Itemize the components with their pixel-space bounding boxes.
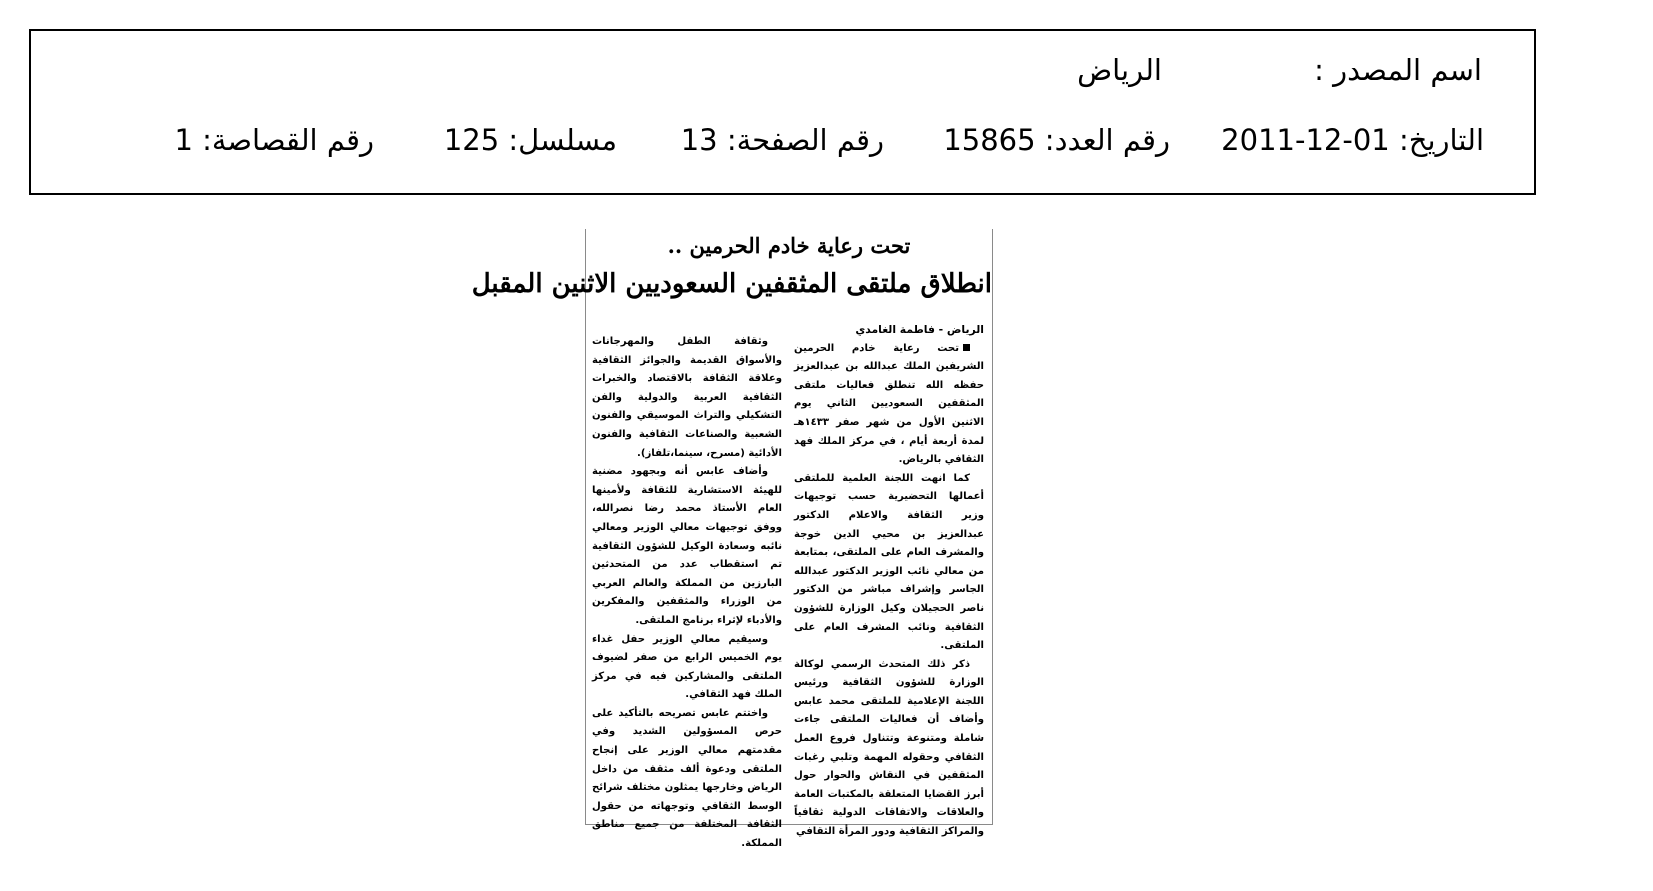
article-column-right xyxy=(794,321,984,838)
article-column-left xyxy=(592,333,782,850)
article-paragraph: ذكر ذلك المتحدث الرسمي لوكالة الوزارة للشؤون الثقافية ورئيس اللجنة الإعلامية للملتقى محمد عابس وأضاف أن فعاليات الملتقى جاءت شاملة ومتنوعة وتتناول فروع العمل الثقافي وحقوله المهمة وتلبي رغبات المثقفين في النقاش والحوار حول أبرز القضايا المتعلقة بالمكتبات العامة والعلاقات والاتفاقات الدولية ثقافياً والمراكز الثقافية ودور المرأة الثقافي xyxy=(794,658,984,838)
article-byline: الرياض - فاطمة الغامدي xyxy=(855,323,984,336)
source-label: اسم المصدر : xyxy=(1314,53,1482,87)
article-paragraph: كما انهت اللجنة العلمية للملتقى أعمالها التحضيرية حسب توجيهات وزير الثقافة والاعلام الدكتور عبدالعزيز بن محيي الدين خوجة والمشرف العام على الملتقى، بمتابعة من معالي نائب الوزير الدكتور عبدالله الجاسر وإشراف مباشر من الدكتور ناصر الحجيلان وكيل الوزارة للشؤون الثقافية ونائب المشرف العام على الملتقى. xyxy=(794,472,984,652)
article-paragraph: واختتم عابس تصريحه بالتأكيد على حرص المسؤولين الشديد وفي مقدمتهم معالي الوزير على إنجاح الملتقى ودعوة ألف مثقف من داخل الرياض وخارجها يمثلون مختلف شرائح الوسط الثقافي وتوجهاته من حقول الثقافة المختلفة من جميع مناطق المملكة. xyxy=(592,707,782,850)
source-value: الرياض xyxy=(1077,53,1162,87)
clip-number: رقم القصاصة: 1 xyxy=(174,123,374,157)
date-field: التاريخ: 01-12-2011 xyxy=(1221,123,1484,157)
issue-number: رقم العدد: 15865 xyxy=(943,123,1170,157)
page-number: رقم الصفحة: 13 xyxy=(680,123,884,157)
source-info-box xyxy=(29,29,1536,195)
article-paragraph: تحت رعاية خادم الحرمين الشريفين الملك عبدالله بن عبدالعزيز حفظه الله تنطلق فعاليات ملتقى المثقفين السعوديين الثاني يوم الاثنين الأول من شهر صفر ١٤٣٣هـ لمدة أربعة أيام ، في مركز الملك فهد الثقافي بالرياض. xyxy=(794,342,984,466)
serial-number: مسلسل: 125 xyxy=(443,123,617,157)
bullet-square-icon xyxy=(963,344,970,351)
newspaper-clipping xyxy=(471,229,993,850)
article-headline: انطلاق ملتقى المثقفين السعوديين الاثنين المقبل xyxy=(471,269,992,299)
article-paragraph: وأضاف عابس أنه وبجهود مضنية للهيئة الاستشارية للثقافة ولأمينها العام الأستاذ محمد رضا نصرالله، ووفق توجيهات معالي الوزير ومعالي نائبه وسعادة الوكيل للشؤون الثقافية تم استقطاب عدد من المتحدثين البارزين من المملكة والعالم العربي من الوزراء والمثقفين والمفكرين والأدباء لإثراء برنامج الملتقى. xyxy=(592,466,782,626)
article-paragraph: وسيقيم معالي الوزير حفل غداء يوم الخميس الرابع من صفر لضيوف الملتقى والمشاركين فيه في مركز الملك فهد الثقافي. xyxy=(592,633,782,701)
article-paragraph: وثقافة الطفل والمهرجانات والأسواق القديمة والجوائز الثقافية وعلاقة الثقافة بالاقتصاد والخبرات الثقافية العربية والدولية والفن التشكيلي والتراث الموسيقي والفنون الشعبية والصناعات الثقافية والفنون الأدائية (مسرح، سينما،تلفاز). xyxy=(592,336,782,459)
article-kicker: تحت رعاية خادم الحرمين .. xyxy=(667,233,911,258)
